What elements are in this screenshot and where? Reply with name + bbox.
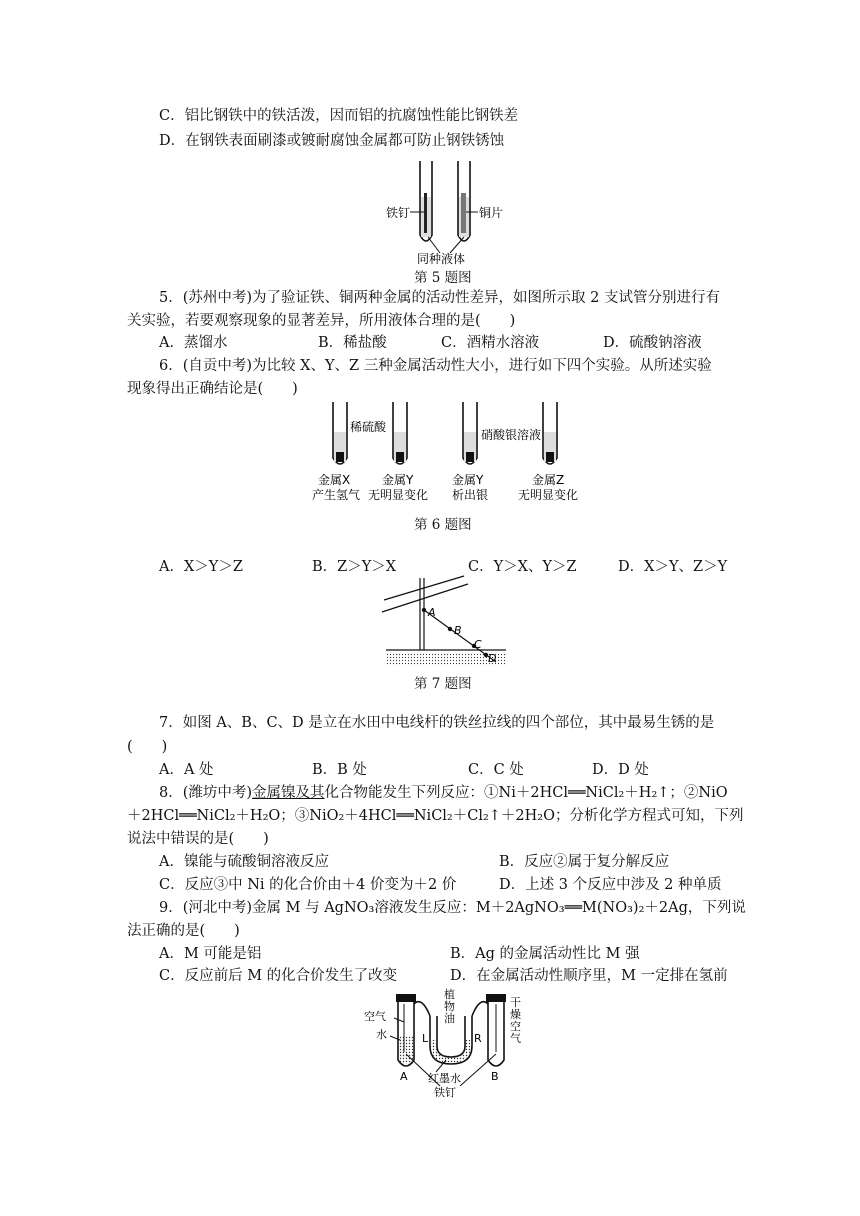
fig10-label-dry-air-1: 干 (510, 996, 521, 1009)
fig6-tube4-name: 金属Z (532, 473, 565, 487)
q4-option-d: D．在钢铁表面刷漆或镀耐腐蚀金属都可防止钢铁锈蚀 (159, 133, 505, 149)
fig10-label-dry-air-4: 气 (510, 1032, 521, 1045)
q9-stem-line2: 法正确的是( ) (127, 923, 240, 939)
fig10-label-l: L (422, 1032, 429, 1045)
q8-option-a: A．镍能与硫酸铜溶液反应 (159, 854, 329, 870)
q5-option-d: D．硫酸钠溶液 (603, 335, 702, 351)
q6-stem-line2: 现象得出正确结论是( ) (127, 381, 298, 397)
fig10-label-a: A (400, 1070, 408, 1083)
fig6-tube4-observation: 无明显变化 (518, 488, 579, 502)
fig7-point-d: D (488, 652, 497, 665)
fig10-label-water: 水 (376, 1028, 387, 1041)
fig6-acid-1: 稀硫酸 (350, 420, 387, 434)
q8-option-b: B．反应②属于复分解反应 (499, 854, 670, 870)
fig6-tube1-observation: 产生氢气 (312, 488, 361, 502)
q7-option-a: A．A 处 (159, 762, 214, 778)
q5-option-b: B．稀盐酸 (318, 335, 387, 351)
q7-option-d: D．D 处 (592, 762, 649, 778)
fig6-caption: 第 6 题图 (414, 517, 472, 533)
fig5-caption: 第 5 题图 (414, 270, 472, 286)
q5-stem-line1: 5．(苏州中考)为了验证铁、铜两种金属的活动性差异，如图所示取 2 支试管分别进行有 (159, 290, 720, 306)
q9-option-c: C．反应前后 M 的化合价发生了改变 (159, 968, 398, 984)
fig6-tube1-name: 金属X (318, 473, 351, 487)
fig10-label-r: R (474, 1032, 482, 1045)
q6-stem-line1: 6．(自贡中考)为比较 X、Y、Z 三种金属活动性大小，进行如下四个实验。从所述实验 (159, 358, 712, 374)
fig7-point-a: A (428, 606, 436, 619)
q6-option-c: C．Y＞X、Y＞Z (468, 559, 577, 575)
fig7-point-b: B (454, 624, 462, 637)
q6-option-a: A．X＞Y＞Z (159, 559, 243, 575)
q9-option-d: D．在金属活动性顺序里，M 一定排在氢前 (450, 968, 728, 984)
q6-option-d: D．X＞Y、Z＞Y (618, 559, 728, 575)
fig10-label-oil-2: 物 (444, 1000, 455, 1013)
q5-stem-line2: 关实验，若要观察现象的显著差异，所用液体合理的是( ) (127, 313, 516, 329)
fig10-label-dry-air-3: 空 (510, 1020, 521, 1033)
fig10-label-ink: 红墨水 (428, 1072, 461, 1085)
q8-stem-line2: ＋2HCl══NiCl₂＋H₂O；③NiO₂＋4HCl══NiCl₂＋Cl₂↑＋2H₂O；分析化学方程式可知，下列 (127, 808, 744, 824)
figure-6 (300, 398, 600, 506)
q4-option-c: C．铝比钢铁中的铁活泼，因而铝的抗腐蚀性能比钢铁差 (159, 108, 519, 124)
q7-option-c: C．C 处 (468, 762, 524, 778)
q9-option-a: A．M 可能是铝 (159, 946, 262, 962)
q7-stem-line2: ( ) (127, 739, 168, 755)
q7-stem-line1: 7．如图 A、B、C、D 是立在水田中电线杆的铁丝拉线的四个部位，其中最易生锈的是 (159, 715, 715, 731)
figure-5 (380, 155, 510, 265)
q6-option-b: B．Z＞Y＞X (312, 559, 397, 575)
figure-10 (360, 988, 530, 1098)
fig5-label-liquid: 同种液体 (417, 252, 466, 265)
fig6-tube3-name: 金属Y (452, 473, 484, 487)
fig10-label-oil-1: 植 (444, 988, 455, 1001)
q5-option-a: A．蒸馏水 (159, 335, 228, 351)
q8-underlined-text: 金属镍及其 (252, 785, 325, 801)
fig6-salt-solution: 硝酸银溶液 (481, 428, 542, 442)
q8-option-d: D．上述 3 个反应中涉及 2 种单质 (499, 877, 722, 893)
q9-stem-line1: 9．(河北中考)金属 M 与 AgNO₃溶液发生反应：M＋2AgNO₃══M(NO₃)₂＋2Ag，下列说 (159, 900, 746, 916)
q8-option-c: C．反应③中 Ni 的化合价由＋4 价变为＋2 价 (159, 877, 457, 893)
q5-option-c: C．酒精水溶液 (441, 335, 540, 351)
q9-option-b: B．Ag 的金属活动性比 M 强 (450, 946, 640, 962)
fig7-caption: 第 7 题图 (414, 676, 472, 692)
fig10-label-dry-air-2: 燥 (510, 1008, 521, 1021)
fig6-tube2-name: 金属Y (382, 473, 414, 487)
q8-stem-line3: 说法中错误的是( ) (127, 831, 269, 847)
fig7-point-c: C (474, 638, 482, 651)
q8-source: 8．(潍坊中考) (159, 785, 253, 801)
fig5-label-nail: 铁钉 (386, 206, 411, 220)
q8-stem-line1 (159, 783, 728, 803)
q8-stem-line1-rest: 化合物能发生下列反应：①Ni＋2HCl══NiCl₂＋H₂↑；②NiO (324, 785, 728, 801)
q7-option-b: B．B 处 (312, 762, 367, 778)
fig10-label-b: B (491, 1070, 499, 1083)
figure-7 (380, 572, 510, 668)
fig10-label-air: 空气 (364, 1010, 386, 1023)
fig6-tube2-observation: 无明显变化 (368, 488, 429, 502)
fig5-label-copper: 铜片 (479, 206, 504, 220)
fig6-tube3-observation: 析出银 (452, 488, 489, 502)
fig10-label-oil-3: 油 (444, 1012, 455, 1025)
fig10-label-nail: 铁钉 (434, 1086, 456, 1098)
